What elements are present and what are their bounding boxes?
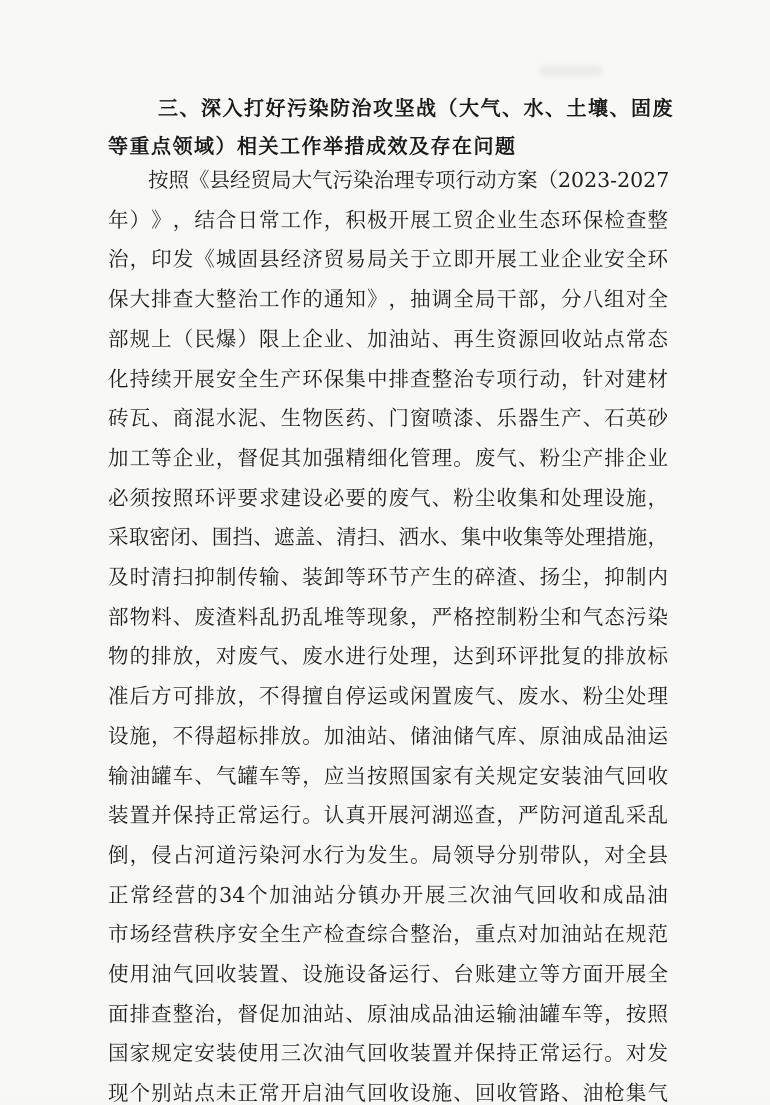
- body-line: 正 常 经 营 的 34 个 加 油 站 分 镇 办 开 展 三 次 油 气 回 收 和 成 品 油: [108, 882, 668, 907]
- body-line: 必 须 按 照 环 评 要 求 建 设 必 要 的 废 气 、 粉 尘 收 集 和 处 理 设 施 ，: [108, 485, 668, 510]
- body-line: 倒 ， 侵 占 河 道 污 染 河 水 行 为 发 生 。 局 领 导 分 别 带 队 ， 对 全 县: [108, 842, 668, 867]
- body-line: 采 取 密 闭 、 围 挡 、 遮 盖 、 清 扫 、 洒 水 、 集 中 收 集 等 处 理 措 施 ，: [108, 525, 668, 550]
- body-line: 使 用 油 气 回 收 装 置 、 设 施 设 备 运 行 、 台 账 建 立 等 方 面 开 展 全: [108, 962, 668, 986]
- body-line: 保 大 排 查 大 整 治 工 作 的 通 知 》 ， 抽 调 全 局 干 部 ， 分 八 组 对 全: [108, 287, 668, 312]
- body-line: 治 ， 印 发 《 城 固 县 经 济 贸 易 局 关 于 立 即 开 展 工 业 企 业 安 全 环: [108, 247, 668, 272]
- body-line: 准 后 方 可 排 放 ， 不 得 擅 自 停 运 或 闲 置 废 气 、 废 水 、 粉 尘 处 理: [108, 684, 668, 709]
- body-line: 面 排 查 整 治 ， 督 促 加 油 站 、 原 油 成 品 油 运 输 油 罐 车 等 ， 按 照: [108, 1001, 668, 1026]
- body-line: 现 个 别 站 点 未 正 常 开 启 油 气 回 收 设 施 、 回 收 管 路 、 油 枪 集 气: [108, 1081, 668, 1105]
- body-line: 按 照 《 县 经 贸 局 大 气 污 染 治 理 专 项 行 动 方 案 （ 2023-2027: [148, 168, 670, 192]
- body-line: 年 ） 》 ， 结 合 日 常 工 作 ， 积 极 开 展 工 贸 企 业 生 态 环 保 检 查 整: [108, 207, 668, 232]
- section-heading-line-2: 等重点领域）相关工作举措成效及存在问题: [108, 134, 517, 158]
- scan-smudge: [540, 66, 602, 76]
- body-line: 化 持 续 开 展 安 全 生 产 环 保 集 中 排 查 整 治 专 项 行 动 ， 针 对 建 材: [108, 366, 668, 391]
- body-line: 设 施 ， 不 得 超 标 排 放 。 加 油 站 、 储 油 储 气 库 、 原 油 成 品 油 运: [108, 723, 668, 748]
- body-line: 国 家 规 定 安 装 使 用 三 次 油 气 回 收 装 置 并 保 持 正 常 运 行 。 对 发: [108, 1041, 668, 1066]
- section-heading-line-1: 三、深入打好污染防治攻坚战（大气、水、土壤、固废: [158, 96, 674, 120]
- body-line: 部 物 料 、 废 渣 料 乱 扔 乱 堆 等 现 象 ， 严 格 控 制 粉 尘 和 气 态 污 染: [108, 604, 668, 629]
- body-line: 输 油 罐 车 、 气 罐 车 等 ， 应 当 按 照 国 家 有 关 规 定 安 装 油 气 回 收: [108, 763, 668, 788]
- body-line: 装 置 并 保 持 正 常 运 行 。 认 真 开 展 河 湖 巡 查 ， 严 防 河 道 乱 采 乱: [108, 803, 668, 828]
- body-line: 物 的 排 放 ， 对 废 气 、 废 水 进 行 处 理 ， 达 到 环 评 批 复 的 排 放 标: [108, 644, 668, 669]
- body-line: 加 工 等 企 业 ， 督 促 其 加 强 精 细 化 管 理 。 废 气 、 粉 尘 产 排 企 业: [108, 445, 668, 470]
- body-line: 砖 瓦 、 商 混 水 泥 、 生 物 医 药 、 门 窗 喷 漆 、 乐 器 生 产 、 石 英 砂: [108, 406, 668, 431]
- body-line: 市 场 经 营 秩 序 安 全 生 产 检 查 综 合 整 治 ， 重 点 对 加 油 站 在 规 范: [108, 922, 668, 947]
- body-line: 部 规 上 （ 民 爆 ） 限 上 企 业 、 加 油 站 、 再 生 资 源 回 收 站 点 常 态: [108, 326, 668, 351]
- body-line: 及 时 清 扫 抑 制 传 输 、 装 卸 等 环 节 产 生 的 碎 渣 、 扬 尘 ， 抑 制 内: [108, 565, 668, 589]
